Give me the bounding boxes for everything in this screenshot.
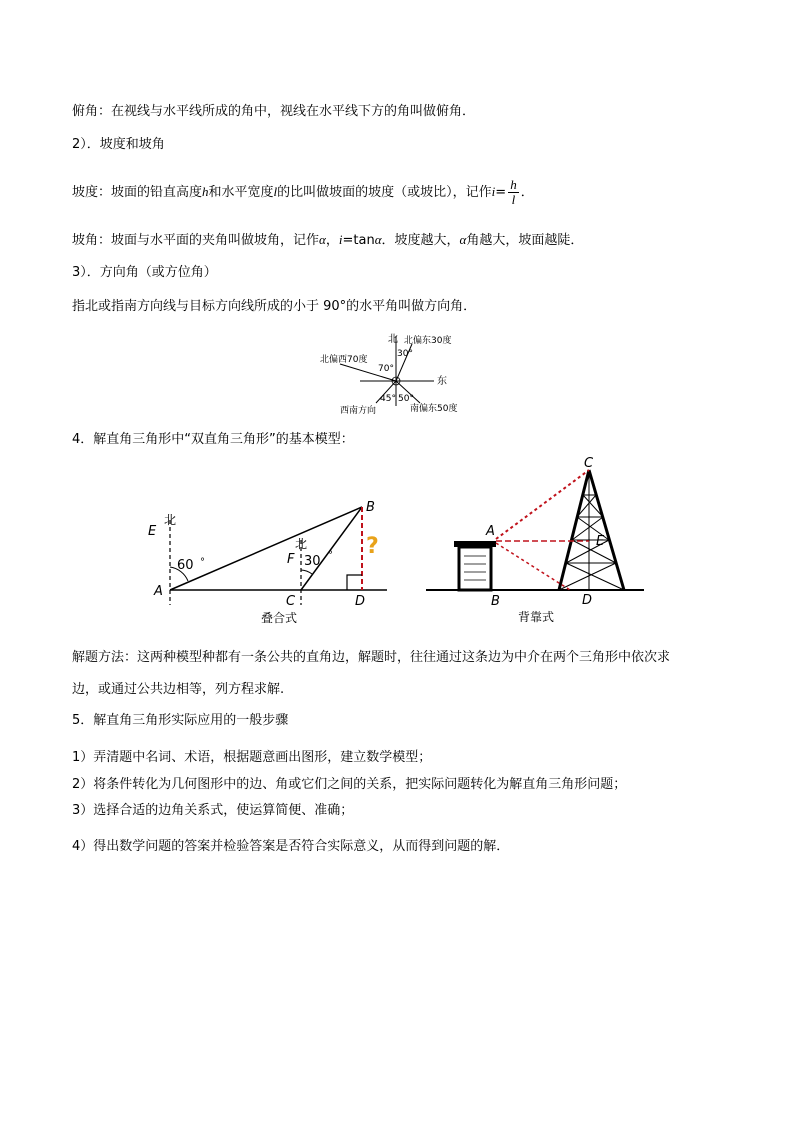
fig2-label-C: C — [584, 456, 594, 471]
step-1: 1）弄清题中名词、术语，根据题意画出图形，建立数学模型； — [72, 750, 432, 765]
fig1-angle-60: 60 — [177, 558, 194, 573]
podu-period: ． — [520, 185, 534, 200]
fig2-caption: 背靠式 — [518, 610, 555, 624]
fraction-h-over-l — [508, 178, 519, 207]
compass-east: 东 — [437, 376, 447, 387]
var-l: l — [273, 184, 278, 199]
compass-angle-45: 45° — [380, 394, 396, 404]
var-alpha: α — [319, 232, 326, 247]
figure-overlap-model — [140, 495, 400, 630]
fig2-label-D: D — [582, 593, 593, 608]
compass-label-xn: 西南方向 — [340, 406, 377, 416]
fig1-label-D: D — [355, 594, 366, 609]
step-2: 2）将条件转化为几何图形中的边、角或它们之间的关系，把实际问题转化为解直角三角形问题； — [72, 777, 627, 792]
method-line-2: 边，或通过公共边相等，列方程求解. — [72, 682, 285, 697]
fig1-label-B: B — [366, 500, 375, 515]
figure-back-to-back-model — [420, 455, 650, 630]
compass-label-nbx70: 北偏西70度 — [320, 355, 368, 365]
fig1-label-F: F — [287, 552, 295, 567]
section-2-title: 2）．坡度和坡角 — [72, 137, 165, 152]
fig1-label-C: C — [286, 594, 296, 609]
method-line-1: 解题方法：这两种模型种都有一条公共的直角边，解题时，往往通过这条边为中介在两个三角形中依次求 — [72, 650, 671, 665]
compass-label-nbd50: 南偏东50度 — [410, 404, 458, 414]
compass-label-nbd30: 北偏东30度 — [404, 336, 452, 346]
building-body — [459, 547, 491, 590]
section-5-title: 5．解直角三角形实际应用的一般步骤 — [72, 713, 289, 728]
var-i-2: i — [338, 232, 343, 247]
equals-sign: = — [495, 185, 507, 200]
pojiao-text-5: 角越大，坡面越陡． — [466, 233, 584, 248]
fig1-angle-30: 30 — [304, 554, 321, 569]
var-alpha-3: α — [459, 232, 467, 247]
fig1-caption: 叠合式 — [261, 611, 298, 625]
tower — [559, 470, 624, 590]
fig1-deg-1: ° — [200, 557, 205, 568]
fraction-numerator: h — [510, 177, 517, 192]
fraction-denominator: l — [511, 192, 516, 207]
compass-north: 北 — [388, 334, 398, 345]
pojiao-text-2: ， — [325, 233, 339, 248]
compass-angle-50: 50° — [398, 394, 414, 404]
fig1-deg-2: ° — [328, 550, 333, 561]
var-h: h — [202, 184, 209, 199]
podu-text-2: 和水平宽度 — [208, 185, 274, 200]
podu-text-3: 的比叫做坡面的坡度（或坡比），记作 — [277, 185, 492, 200]
pojiao-text-1: 坡角：坡面与水平面的夹角叫做坡角，记作 — [72, 233, 320, 248]
fig1-label-E: E — [148, 524, 157, 539]
compass-angle-30: 30° — [397, 349, 413, 359]
paragraph-fangxiang: 指北或指南方向线与目标方向线所成的小于 90°的水平角叫做方向角． — [72, 299, 477, 314]
step-4: 4）得出数学问题的答案并检验答案是否符合实际意义，从而得到问题的解． — [72, 839, 510, 854]
compass-angle-70: 70° — [378, 364, 394, 374]
section-3-title: 3）．方向角（或方位角） — [72, 265, 217, 280]
paragraph-podu — [72, 178, 534, 207]
podu-text-1: 坡度：坡面的铅直高度 — [72, 185, 203, 200]
step-3: 3）选择合适的边角关系式，使运算简便、准确； — [72, 803, 354, 818]
section-4-title: 4．解直角三角形中“双直角三角形”的基本模型： — [72, 432, 354, 447]
var-alpha-2: α — [374, 232, 382, 247]
fig1-label-A: A — [154, 584, 163, 599]
fig1-north-1: 北 — [164, 513, 177, 527]
pojiao-text-3: =tan — [342, 233, 375, 248]
fig2-label-B: B — [491, 594, 500, 609]
paragraph-fujiao: 俯角：在视线与水平线所成的角中，视线在水平线下方的角叫做俯角． — [72, 104, 476, 119]
paragraph-pojiao — [72, 231, 583, 250]
fig2-label-E: E — [596, 534, 605, 549]
fig1-north-2: 北 — [295, 537, 308, 551]
fig1-question-mark: ? — [366, 534, 379, 559]
pojiao-text-4: ．坡度越大， — [381, 233, 460, 248]
var-i: i — [491, 184, 496, 199]
compass-diagram — [310, 326, 480, 420]
fig2-label-A: A — [486, 524, 495, 539]
